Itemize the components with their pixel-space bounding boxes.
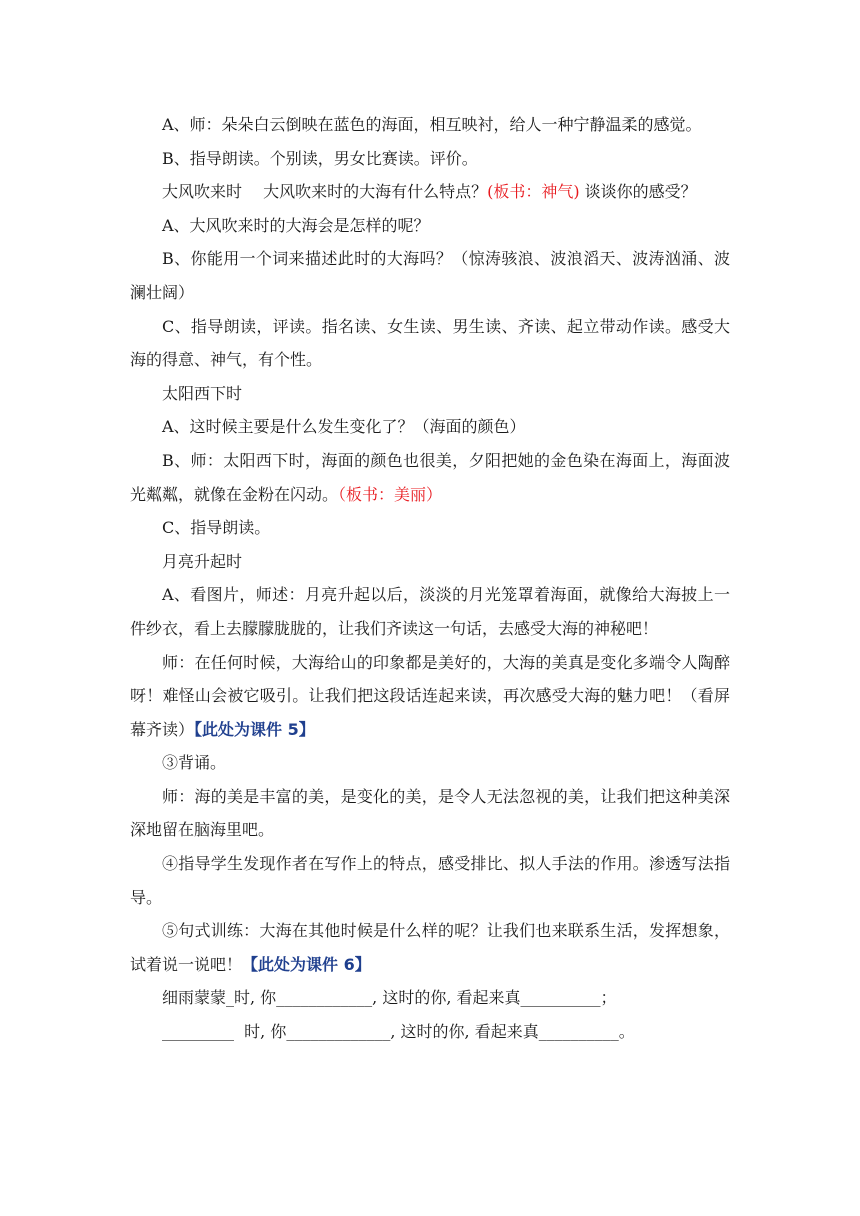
paragraph-text: 师：海的美是丰富的美，是变化的美，是令人无法忽视的美，让我们把这种美深深地留在脑海里吧。 <box>130 786 730 840</box>
paragraph-p9 <box>130 444 730 511</box>
paragraph-p7 <box>130 377 730 411</box>
paragraph-text: _________ 时, 你_____________, 这时的你, 看起来真__________。 <box>162 1022 635 1042</box>
paragraph-text: B、师：太阳西下时，海面的颜色也很美，夕阳把她的金色染在海面上，海面波光粼粼，就像在金粉在闪动。 <box>130 450 730 504</box>
paragraph-p16 <box>130 847 730 914</box>
paragraph-p1 <box>130 108 730 142</box>
paragraph-p11 <box>130 545 730 579</box>
board-note: （板书：美丽） <box>338 484 443 504</box>
paragraph-p14 <box>130 746 730 780</box>
paragraph-p15 <box>130 780 730 847</box>
paragraph-p2 <box>130 142 730 176</box>
paragraph-text: ③背诵。 <box>162 753 227 773</box>
paragraph-text: 月亮升起时 <box>162 551 243 571</box>
paragraph-p8 <box>130 410 730 444</box>
paragraph-text: A、这时候主要是什么发生变化了？（海面的颜色） <box>162 417 526 437</box>
paragraph-p5 <box>130 242 730 309</box>
courseware-ref: 【此处为课件 6】 <box>242 954 371 974</box>
paragraph-p10 <box>130 511 730 545</box>
paragraph-text: B、指导朗读。个别读，男女比赛读。评价。 <box>162 148 478 168</box>
paragraph-text: ④指导学生发现作者在写作上的特点，感受排比、拟人手法的作用。渗透写法指导。 <box>130 854 730 907</box>
paragraph-p17 <box>130 914 730 981</box>
paragraph-text: 谈谈你的感受？ <box>579 182 697 202</box>
paragraph-text: A、大风吹来时的大海会是怎样的呢？ <box>162 215 430 235</box>
paragraph-p13 <box>130 646 730 747</box>
paragraph-text: C、指导朗读，评读。指名读、女生读、男生读、齐读、起立带动作读。感受大海的得意、神气，有个性。 <box>130 316 730 370</box>
paragraph-p18 <box>130 981 730 1015</box>
paragraph-text: A、师：朵朵白云倒映在蓝色的海面，相互映衬，给人一种宁静温柔的感觉。 <box>162 115 702 134</box>
paragraph-p4 <box>130 209 730 243</box>
board-note: (板书：神气) <box>487 182 580 202</box>
paragraph-text: C、指导朗读。 <box>162 518 271 538</box>
courseware-ref: 【此处为课件 5】 <box>194 719 315 739</box>
paragraph-p3 <box>130 175 730 209</box>
paragraph-text: 大风吹来时 大风吹来时的大海有什么特点？ <box>162 182 488 202</box>
document-body <box>130 108 730 1049</box>
paragraph-text: 细雨蒙蒙_时, 你____________, 这时的你, 看起来真__________； <box>162 988 617 1008</box>
paragraph-text: 师：在任何时候，大海给山的印象都是美好的，大海的美真是变化多端令人陶醉呀！难怪山会被它吸引。让我们把这段话连起来读，再次感受大海的魅力吧！（看屏幕齐读） <box>130 652 730 739</box>
paragraph-text: 太阳西下时 <box>162 383 243 403</box>
paragraph-p6 <box>130 310 730 377</box>
paragraph-text: B、你能用一个词来描述此时的大海吗？（惊涛骇浪、波浪滔天、波涛汹涌、波澜壮阔） <box>130 249 730 302</box>
paragraph-text: ⑤句式训练：大海在其他时候是什么样的呢？让我们也来联系生活，发挥想象，试着说一说吧！ <box>130 921 730 974</box>
paragraph-text: A、看图片，师述：月亮升起以后，淡淡的月光笼罩着海面，就像给大海披上一件纱衣，看上去朦朦胧胧的，让我们齐读这一句话，去感受大海的神秘吧！ <box>130 585 730 638</box>
paragraph-p12 <box>130 578 730 645</box>
paragraph-p19 <box>130 1015 730 1049</box>
